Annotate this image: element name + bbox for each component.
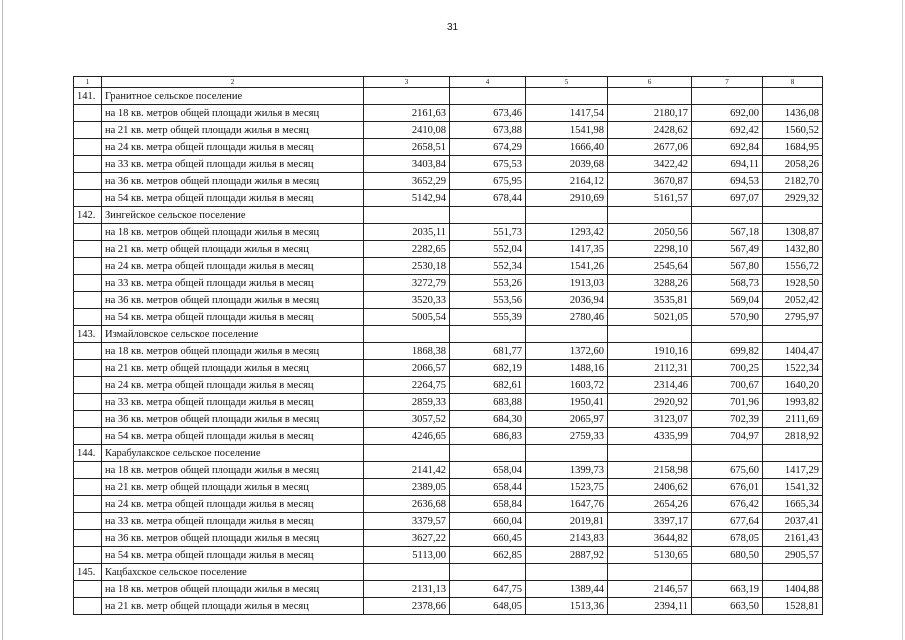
value-cell: 1950,41	[526, 394, 608, 411]
value-cell: 4246,65	[364, 428, 450, 445]
value-cell: 2164,12	[526, 173, 608, 190]
value-cell: 682,19	[450, 360, 526, 377]
value-cell: 3422,42	[608, 156, 692, 173]
value-cell: 2394,11	[608, 598, 692, 615]
value-cell: 3403,84	[364, 156, 450, 173]
value-cell: 2158,98	[608, 462, 692, 479]
table-row	[74, 530, 823, 547]
norm-label: на 54 кв. метра общей площади жилья в месяц	[102, 190, 364, 207]
value-cell: 2052,42	[763, 292, 823, 309]
norm-label: на 21 кв. метр общей площади жилья в месяц	[102, 360, 364, 377]
norm-label: на 36 кв. метров общей площади жилья в месяц	[102, 173, 364, 190]
value-cell: 694,11	[692, 156, 763, 173]
empty-cell	[608, 445, 692, 462]
value-cell: 700,67	[692, 377, 763, 394]
value-cell: 2111,69	[763, 411, 823, 428]
value-cell: 697,07	[692, 190, 763, 207]
value-cell: 660,04	[450, 513, 526, 530]
value-cell: 1665,34	[763, 496, 823, 513]
value-cell: 673,88	[450, 122, 526, 139]
empty-cell	[74, 156, 102, 173]
empty-cell	[74, 258, 102, 275]
value-cell: 702,39	[692, 411, 763, 428]
column-number-header: 7	[692, 77, 763, 88]
empty-cell	[74, 479, 102, 496]
empty-cell	[74, 394, 102, 411]
settlement-number: 144.	[74, 445, 102, 462]
empty-cell	[74, 139, 102, 156]
norm-label: на 18 кв. метров общей площади жилья в месяц	[102, 105, 364, 122]
table-row	[74, 496, 823, 513]
scan-edge-right	[902, 0, 903, 640]
value-cell: 675,60	[692, 462, 763, 479]
value-cell: 658,44	[450, 479, 526, 496]
column-number-header: 8	[763, 77, 823, 88]
value-cell: 1436,08	[763, 105, 823, 122]
column-number-header-row	[74, 77, 823, 88]
value-cell: 2036,94	[526, 292, 608, 309]
value-cell: 569,04	[692, 292, 763, 309]
value-cell: 3397,17	[608, 513, 692, 530]
value-cell: 1910,16	[608, 343, 692, 360]
empty-cell	[74, 241, 102, 258]
norm-label: на 18 кв. метров общей площади жилья в месяц	[102, 581, 364, 598]
value-cell: 699,82	[692, 343, 763, 360]
table-row	[74, 360, 823, 377]
column-number-header: 3	[364, 77, 450, 88]
value-cell: 2264,75	[364, 377, 450, 394]
value-cell: 3644,82	[608, 530, 692, 547]
value-cell: 5021,05	[608, 309, 692, 326]
empty-cell	[74, 173, 102, 190]
value-cell: 2112,31	[608, 360, 692, 377]
value-cell: 553,56	[450, 292, 526, 309]
value-cell: 2146,57	[608, 581, 692, 598]
value-cell: 2161,63	[364, 105, 450, 122]
empty-cell	[692, 564, 763, 581]
value-cell: 2929,32	[763, 190, 823, 207]
empty-cell	[74, 360, 102, 377]
value-cell: 676,42	[692, 496, 763, 513]
value-cell: 4335,99	[608, 428, 692, 445]
value-cell: 5130,65	[608, 547, 692, 564]
value-cell: 2428,62	[608, 122, 692, 139]
table-row	[74, 428, 823, 445]
empty-cell	[608, 326, 692, 343]
norm-label: на 33 кв. метра общей площади жилья в месяц	[102, 156, 364, 173]
empty-cell	[74, 190, 102, 207]
empty-cell	[450, 207, 526, 224]
value-cell: 1560,52	[763, 122, 823, 139]
value-cell: 3652,29	[364, 173, 450, 190]
value-cell: 1308,87	[763, 224, 823, 241]
table-row	[74, 173, 823, 190]
page-number: 31	[446, 22, 459, 33]
empty-cell	[74, 377, 102, 394]
empty-cell	[608, 564, 692, 581]
table-row	[74, 122, 823, 139]
value-cell: 680,50	[692, 547, 763, 564]
value-cell: 2314,46	[608, 377, 692, 394]
value-cell: 2545,64	[608, 258, 692, 275]
value-cell: 3535,81	[608, 292, 692, 309]
norm-label: на 36 кв. метров общей площади жилья в месяц	[102, 292, 364, 309]
value-cell: 2406,62	[608, 479, 692, 496]
value-cell: 692,00	[692, 105, 763, 122]
value-cell: 1404,88	[763, 581, 823, 598]
value-cell: 570,90	[692, 309, 763, 326]
empty-cell	[692, 326, 763, 343]
table-row	[74, 190, 823, 207]
value-cell: 3520,33	[364, 292, 450, 309]
value-cell: 2920,92	[608, 394, 692, 411]
value-cell: 683,88	[450, 394, 526, 411]
norm-label: на 54 кв. метра общей площади жилья в месяц	[102, 428, 364, 445]
settlement-number: 145.	[74, 564, 102, 581]
table-row	[74, 105, 823, 122]
tariff-table	[73, 76, 823, 615]
value-cell: 662,85	[450, 547, 526, 564]
value-cell: 567,18	[692, 224, 763, 241]
value-cell: 2658,51	[364, 139, 450, 156]
value-cell: 2389,05	[364, 479, 450, 496]
value-cell: 701,96	[692, 394, 763, 411]
value-cell: 678,05	[692, 530, 763, 547]
value-cell: 674,29	[450, 139, 526, 156]
value-cell: 2143,83	[526, 530, 608, 547]
empty-cell	[74, 547, 102, 564]
norm-label: на 18 кв. метров общей площади жилья в месяц	[102, 343, 364, 360]
value-cell: 552,04	[450, 241, 526, 258]
norm-label: на 54 кв. метра общей площади жилья в месяц	[102, 309, 364, 326]
value-cell: 1666,40	[526, 139, 608, 156]
table-row	[74, 513, 823, 530]
value-cell: 2410,08	[364, 122, 450, 139]
empty-cell	[74, 105, 102, 122]
table-row	[74, 343, 823, 360]
value-cell: 675,95	[450, 173, 526, 190]
empty-cell	[74, 581, 102, 598]
value-cell: 1404,47	[763, 343, 823, 360]
value-cell: 1417,35	[526, 241, 608, 258]
value-cell: 1913,03	[526, 275, 608, 292]
value-cell: 692,84	[692, 139, 763, 156]
settlement-name: Измайловское сельское поселение	[102, 326, 364, 343]
norm-label: на 36 кв. метров общей площади жилья в месяц	[102, 411, 364, 428]
scan-edge-left	[2, 0, 3, 640]
value-cell: 2530,18	[364, 258, 450, 275]
empty-cell	[608, 207, 692, 224]
value-cell: 2378,66	[364, 598, 450, 615]
value-cell: 2677,06	[608, 139, 692, 156]
value-cell: 568,73	[692, 275, 763, 292]
value-cell: 1372,60	[526, 343, 608, 360]
value-cell: 1293,42	[526, 224, 608, 241]
value-cell: 2859,33	[364, 394, 450, 411]
value-cell: 684,30	[450, 411, 526, 428]
value-cell: 3670,87	[608, 173, 692, 190]
empty-cell	[450, 88, 526, 105]
settlement-header-row	[74, 88, 823, 105]
value-cell: 676,01	[692, 479, 763, 496]
value-cell: 1640,20	[763, 377, 823, 394]
settlement-header-row	[74, 326, 823, 343]
empty-cell	[74, 428, 102, 445]
table-row	[74, 309, 823, 326]
value-cell: 2065,97	[526, 411, 608, 428]
empty-cell	[74, 496, 102, 513]
norm-label: на 18 кв. метров общей площади жилья в месяц	[102, 224, 364, 241]
value-cell: 2282,65	[364, 241, 450, 258]
value-cell: 3627,22	[364, 530, 450, 547]
value-cell: 2654,26	[608, 496, 692, 513]
value-cell: 3288,26	[608, 275, 692, 292]
empty-cell	[763, 207, 823, 224]
value-cell: 3379,57	[364, 513, 450, 530]
value-cell: 5005,54	[364, 309, 450, 326]
value-cell: 2050,56	[608, 224, 692, 241]
empty-cell	[763, 564, 823, 581]
empty-cell	[450, 445, 526, 462]
value-cell: 1432,80	[763, 241, 823, 258]
value-cell: 663,50	[692, 598, 763, 615]
table-body	[74, 77, 823, 615]
empty-cell	[526, 564, 608, 581]
empty-cell	[526, 88, 608, 105]
value-cell: 2019,81	[526, 513, 608, 530]
table-row	[74, 581, 823, 598]
empty-cell	[74, 530, 102, 547]
empty-cell	[74, 309, 102, 326]
value-cell: 648,05	[450, 598, 526, 615]
value-cell: 658,04	[450, 462, 526, 479]
value-cell: 1928,50	[763, 275, 823, 292]
value-cell: 694,53	[692, 173, 763, 190]
table-row	[74, 394, 823, 411]
settlement-number: 143.	[74, 326, 102, 343]
value-cell: 555,39	[450, 309, 526, 326]
value-cell: 675,53	[450, 156, 526, 173]
value-cell: 2887,92	[526, 547, 608, 564]
value-cell: 660,45	[450, 530, 526, 547]
norm-label: на 24 кв. метра общей площади жилья в месяц	[102, 139, 364, 156]
value-cell: 1399,73	[526, 462, 608, 479]
value-cell: 1541,98	[526, 122, 608, 139]
value-cell: 1513,36	[526, 598, 608, 615]
empty-cell	[364, 207, 450, 224]
table-row	[74, 241, 823, 258]
empty-cell	[74, 224, 102, 241]
norm-label: на 36 кв. метров общей площади жилья в месяц	[102, 530, 364, 547]
column-number-header: 2	[102, 77, 364, 88]
table-row	[74, 258, 823, 275]
value-cell: 551,73	[450, 224, 526, 241]
empty-cell	[763, 326, 823, 343]
table-row	[74, 479, 823, 496]
empty-cell	[450, 326, 526, 343]
table-row	[74, 377, 823, 394]
column-number-header: 5	[526, 77, 608, 88]
value-cell: 700,25	[692, 360, 763, 377]
value-cell: 2910,69	[526, 190, 608, 207]
value-cell: 2298,10	[608, 241, 692, 258]
norm-label: на 24 кв. метра общей площади жилья в месяц	[102, 258, 364, 275]
settlement-number: 142.	[74, 207, 102, 224]
norm-label: на 18 кв. метров общей площади жилья в месяц	[102, 462, 364, 479]
column-number-header: 4	[450, 77, 526, 88]
empty-cell	[74, 598, 102, 615]
norm-label: на 24 кв. метра общей площади жилья в месяц	[102, 496, 364, 513]
value-cell: 2161,43	[763, 530, 823, 547]
empty-cell	[74, 122, 102, 139]
value-cell: 1417,54	[526, 105, 608, 122]
value-cell: 647,75	[450, 581, 526, 598]
value-cell: 2058,26	[763, 156, 823, 173]
value-cell: 2131,13	[364, 581, 450, 598]
value-cell: 2905,57	[763, 547, 823, 564]
value-cell: 681,77	[450, 343, 526, 360]
norm-label: на 21 кв. метр общей площади жилья в месяц	[102, 122, 364, 139]
empty-cell	[74, 411, 102, 428]
settlement-header-row	[74, 564, 823, 581]
empty-cell	[74, 343, 102, 360]
empty-cell	[74, 462, 102, 479]
value-cell: 678,44	[450, 190, 526, 207]
table-row	[74, 547, 823, 564]
value-cell: 1684,95	[763, 139, 823, 156]
table-row	[74, 411, 823, 428]
table-row	[74, 292, 823, 309]
value-cell: 686,83	[450, 428, 526, 445]
settlement-header-row	[74, 445, 823, 462]
value-cell: 2037,41	[763, 513, 823, 530]
table-row	[74, 598, 823, 615]
value-cell: 5161,57	[608, 190, 692, 207]
value-cell: 658,84	[450, 496, 526, 513]
value-cell: 1389,44	[526, 581, 608, 598]
value-cell: 2035,11	[364, 224, 450, 241]
norm-label: на 21 кв. метр общей площади жилья в месяц	[102, 598, 364, 615]
settlement-name: Зингейское сельское поселение	[102, 207, 364, 224]
norm-label: на 21 кв. метр общей площади жилья в месяц	[102, 241, 364, 258]
value-cell: 2818,92	[763, 428, 823, 445]
empty-cell	[74, 292, 102, 309]
empty-cell	[763, 88, 823, 105]
value-cell: 5142,94	[364, 190, 450, 207]
empty-cell	[450, 564, 526, 581]
value-cell: 1993,82	[763, 394, 823, 411]
value-cell: 2039,68	[526, 156, 608, 173]
empty-cell	[526, 445, 608, 462]
empty-cell	[763, 445, 823, 462]
value-cell: 704,97	[692, 428, 763, 445]
value-cell: 1528,81	[763, 598, 823, 615]
value-cell: 1868,38	[364, 343, 450, 360]
settlement-number: 141.	[74, 88, 102, 105]
table-row	[74, 224, 823, 241]
table-row	[74, 462, 823, 479]
settlement-name: Гранитное сельское поселение	[102, 88, 364, 105]
empty-cell	[364, 564, 450, 581]
settlement-name: Кацбахское сельское поселение	[102, 564, 364, 581]
value-cell: 1541,32	[763, 479, 823, 496]
value-cell: 1488,16	[526, 360, 608, 377]
value-cell: 3272,79	[364, 275, 450, 292]
value-cell: 677,64	[692, 513, 763, 530]
empty-cell	[692, 207, 763, 224]
value-cell: 2795,97	[763, 309, 823, 326]
value-cell: 1556,72	[763, 258, 823, 275]
value-cell: 663,19	[692, 581, 763, 598]
empty-cell	[364, 88, 450, 105]
value-cell: 682,61	[450, 377, 526, 394]
value-cell: 553,26	[450, 275, 526, 292]
norm-label: на 33 кв. метра общей площади жилья в месяц	[102, 394, 364, 411]
norm-label: на 54 кв. метра общей площади жилья в месяц	[102, 547, 364, 564]
value-cell: 567,49	[692, 241, 763, 258]
norm-label: на 21 кв. метр общей площади жилья в месяц	[102, 479, 364, 496]
norm-label: на 24 кв. метра общей площади жилья в месяц	[102, 377, 364, 394]
column-number-header: 1	[74, 77, 102, 88]
value-cell: 3123,07	[608, 411, 692, 428]
value-cell: 1417,29	[763, 462, 823, 479]
norm-label: на 33 кв. метра общей площади жилья в месяц	[102, 275, 364, 292]
value-cell: 552,34	[450, 258, 526, 275]
empty-cell	[526, 326, 608, 343]
empty-cell	[692, 445, 763, 462]
empty-cell	[526, 207, 608, 224]
settlement-header-row	[74, 207, 823, 224]
empty-cell	[608, 88, 692, 105]
empty-cell	[74, 275, 102, 292]
value-cell: 2141,42	[364, 462, 450, 479]
value-cell: 692,42	[692, 122, 763, 139]
value-cell: 1647,76	[526, 496, 608, 513]
value-cell: 567,80	[692, 258, 763, 275]
value-cell: 2066,57	[364, 360, 450, 377]
table-row	[74, 156, 823, 173]
value-cell: 1603,72	[526, 377, 608, 394]
empty-cell	[364, 326, 450, 343]
value-cell: 2182,70	[763, 173, 823, 190]
value-cell: 2180,17	[608, 105, 692, 122]
value-cell: 3057,52	[364, 411, 450, 428]
empty-cell	[74, 513, 102, 530]
settlement-name: Карабулакское сельское поселение	[102, 445, 364, 462]
value-cell: 2636,68	[364, 496, 450, 513]
value-cell: 1522,34	[763, 360, 823, 377]
column-number-header: 6	[608, 77, 692, 88]
value-cell: 1523,75	[526, 479, 608, 496]
value-cell: 2759,33	[526, 428, 608, 445]
table-row	[74, 139, 823, 156]
norm-label: на 33 кв. метра общей площади жилья в месяц	[102, 513, 364, 530]
table-row	[74, 275, 823, 292]
value-cell: 1541,26	[526, 258, 608, 275]
value-cell: 2780,46	[526, 309, 608, 326]
value-cell: 673,46	[450, 105, 526, 122]
value-cell: 5113,00	[364, 547, 450, 564]
empty-cell	[364, 445, 450, 462]
empty-cell	[692, 88, 763, 105]
